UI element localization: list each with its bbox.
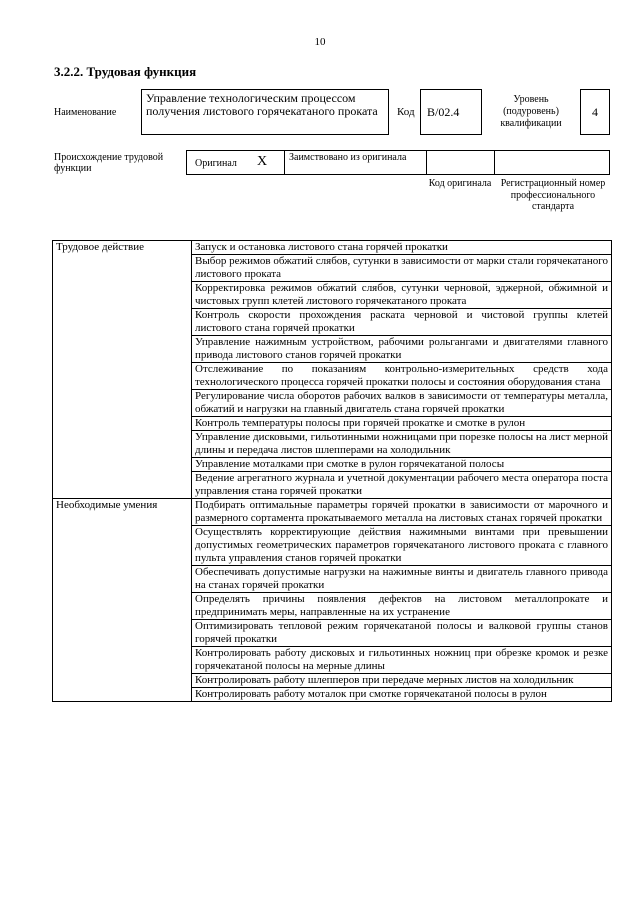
code-label: Код xyxy=(397,106,415,118)
item-cell: Осуществлять корректирующие действия нажимными винтами при превышении допустимых геометрических параметров горячекатаного листового проката с главного пульта управления станов горячей прокатки xyxy=(192,526,612,566)
item-cell: Контролировать работу дисковых и гильотинных ножниц при обрезке кромок и резке горячекатаной полосы на мерные длины xyxy=(192,647,612,674)
item-cell: Подбирать оптимальные параметры горячей прокатки в зависимости от марочного и размерного сортамента прокатываемого металла на листовых станах горячей прокатки xyxy=(192,499,612,526)
item-cell: Выбор режимов обжатий слябов, сутунки в зависимости от марки стали горячекатаного листового проката xyxy=(192,255,612,282)
item-cell: Обеспечивать допустимые нагрузки на нажимные винты и двигатель главного привода на станах горячей прокатки xyxy=(192,566,612,593)
reg-caption: Регистрационный номер профессионального стандарта xyxy=(500,178,606,212)
item-cell: Оптимизировать тепловой режим горячекатаной полосы и валковой группы станов горячей прокатки xyxy=(192,620,612,647)
table-row xyxy=(53,499,612,526)
item-cell: Ведение агрегатного журнала и учетной документации рабочего места оператора поста управления стана горячей прокатки xyxy=(192,472,612,499)
code-caption: Код оригинала xyxy=(428,178,492,189)
code-value: B/02.4 xyxy=(427,104,460,119)
borrowed-label: Заимствовано из оригинала xyxy=(289,152,407,163)
code-box xyxy=(420,89,482,135)
category-cell: Необходимые умения xyxy=(53,499,192,702)
function-name-value: Управление технологическим процессом получения листового горячекатаного проката xyxy=(146,91,378,118)
original-label: Оригинал xyxy=(195,158,237,169)
category-cell: Трудовое действие xyxy=(53,241,192,499)
function-name-box xyxy=(141,89,389,135)
level-box xyxy=(580,89,610,135)
item-cell: Управление дисковыми, гильотинными ножницами при порезке полосы на лист мерной длины и передача листов шлепперами на холодильник xyxy=(192,431,612,458)
page-number: 10 xyxy=(314,36,326,48)
item-cell: Корректировка режимов обжатий слябов, сутунки черновой, эджерной, обжимной и чистовых групп клетей листового горячекатаного проката xyxy=(192,282,612,309)
origin-row xyxy=(186,150,610,175)
item-cell: Регулирование числа оборотов рабочих валков в зависимости от температуры металла, обжатий и нагрузки на главный двигатель стана горячей прокатки xyxy=(192,390,612,417)
section-title: 3.2.2. Трудовая функция xyxy=(54,64,197,79)
labor-function-table xyxy=(52,240,612,702)
item-cell: Управление моталками при смотке в рулон горячекатаной полосы xyxy=(192,458,612,472)
level-label: Уровень (подуровень) квалификации xyxy=(500,94,562,129)
item-cell: Отслеживание по показаниям контрольно-измерительных средств хода технологического процесса горячей прокатки полосы и состояния оборудования стана xyxy=(192,363,612,390)
original-mark: X xyxy=(257,154,268,169)
item-cell: Определять причины появления дефектов на листовом металлопрокате и предпринимать меры, направленные на их устранение xyxy=(192,593,612,620)
reg-number-cell xyxy=(494,151,609,174)
item-cell: Контролировать работу шлепперов при передаче мерных листов на холодильник xyxy=(192,674,612,688)
item-cell: Контролировать работу моталок при смотке горячекатаной полосы в рулон xyxy=(192,688,612,702)
name-label: Наименование xyxy=(54,107,117,118)
origin-label: Происхождение трудовой функции xyxy=(54,152,164,174)
original-code-cell xyxy=(426,151,494,174)
item-cell: Управление нажимным устройством, рабочими рольгангами и двигателями главного привода листового станов горячей прокатки xyxy=(192,336,612,363)
item-cell: Контроль температуры полосы при горячей прокатке и смотке в рулон xyxy=(192,417,612,431)
borrowed-cell xyxy=(284,151,426,174)
item-cell: Запуск и остановка листового стана горячей прокатки xyxy=(192,241,612,255)
level-value: 4 xyxy=(592,104,598,119)
table-row xyxy=(53,241,612,255)
item-cell: Контроль скорости прохождения раската черновой и чистовой группы клетей листового стана горячей прокатки xyxy=(192,309,612,336)
